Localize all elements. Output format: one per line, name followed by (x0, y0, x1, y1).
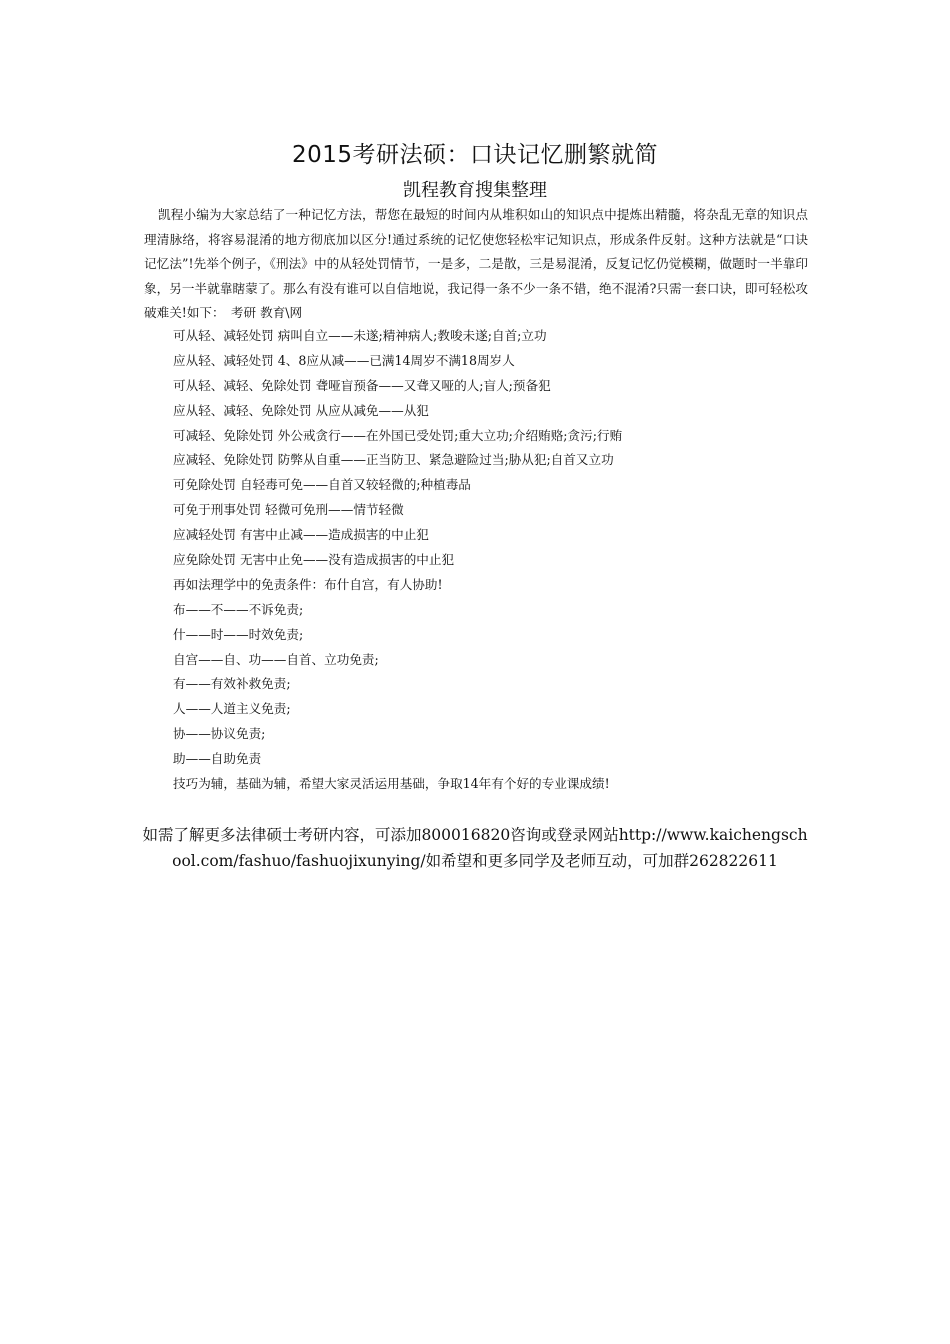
list-item: 应从轻、减轻处罚 4、8应从减——已满14周岁不满18周岁人 (173, 352, 515, 368)
list-item: 应从轻、减轻、免除处罚 从应从减免——从犯 (173, 402, 429, 418)
list-item: 应减轻、免除处罚 防弊从自重——正当防卫、紧急避险过当;胁从犯;自首又立功 (173, 452, 614, 468)
intro-paragraph: 凯程小编为大家总结了一种记忆方法，帮您在最短的时间内从堆积如山的知识点中提炼出精髓，将杂乱无章的知识点理清脉络，将容易混淆的地方彻底加以区分!通过系统的记忆使您轻松牢记知识点，形成条件反射。这种方法就是“口诀记忆法”!先举个例子，《刑法》中的从轻处罚情节，一是多，二是散，三是易混淆，反复记忆仍觉模糊，做题时一半靠印象，另一半就靠瞎蒙了。那么有没有谁可以自信地说，我记得一条不少一条不错，绝不混淆?只需一套口诀，即可轻松攻破难关!如下： 考研 教育\网 (144, 207, 808, 321)
list-item: 应免除处罚 无害中止免——没有造成损害的中止犯 (173, 552, 455, 568)
list-item: 人——人道主义免责; (173, 701, 291, 717)
list-item: 有——有效补救免责; (173, 676, 291, 692)
list-item: 可免除处罚 自轻毒可免——自首又较轻微的;种植毒品 (173, 477, 471, 493)
list-item: 应减轻处罚 有害中止减——造成损害的中止犯 (173, 527, 429, 543)
list-item: 可从轻、减轻处罚 病叫自立——未遂;精神病人;教唆未遂;自首;立功 (173, 328, 547, 343)
list-item: 布——不——不诉免责; (173, 601, 304, 617)
list-item: 可免于刑事处罚 轻微可免刑——情节轻微 (173, 502, 404, 518)
document-subtitle: 凯程教育搜集整理 (403, 180, 547, 201)
list-item: 助——自助免责 (173, 751, 262, 767)
list-item: 什——时——时效免责; (173, 626, 304, 642)
contact-footer: 如需了解更多法律硕士考研内容，可添加800016820咨询或登录网站http://www.kaichengschool.com/fashuo/fashuojixunying/如希望和更多同学及老师互动，可加群262822611 (142, 826, 808, 870)
list-item: 可从轻、减轻、免除处罚 聋哑盲预备——又聋又哑的人;盲人;预备犯 (173, 377, 551, 393)
mnemonic-list (173, 324, 813, 797)
list-item: 可减轻、免除处罚 外公戒贪行——在外国已受处罚;重大立功;介绍贿赂;贪污;行贿 (173, 427, 623, 443)
document-title: 2015考研法硕：口诀记忆删繁就简 (291, 142, 659, 168)
list-item: 协——协议免责; (173, 726, 266, 742)
list-item: 自宫——自、功——自首、立功免责; (173, 651, 379, 667)
list-item: 技巧为辅，基础为辅，希望大家灵活运用基础，争取14年有个好的专业课成绩! (173, 776, 610, 792)
list-item: 再如法理学中的免责条件：布什自宫，有人协助! (173, 576, 443, 592)
